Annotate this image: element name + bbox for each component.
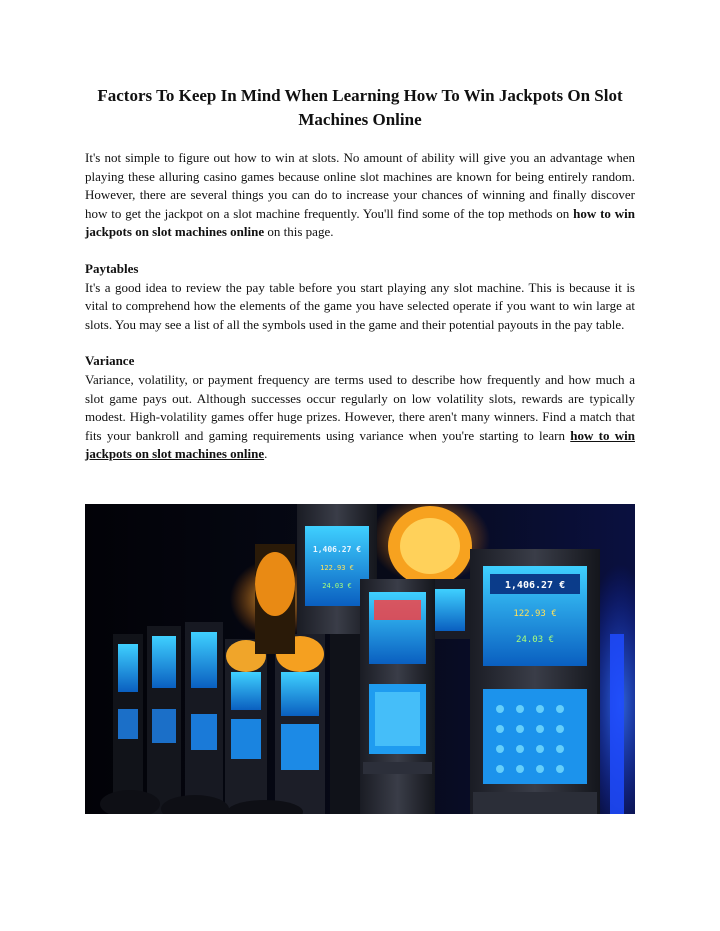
blue-neon-strip xyxy=(610,634,624,814)
intro-bold-phrase: how to win jackpots on slot machines online xyxy=(85,205,635,240)
screen-value-6: 24.03 € xyxy=(516,635,554,645)
document-title: Factors To Keep In Mind When Learning How To Win Jackpots On Slot Machines Online xyxy=(97,86,623,129)
document-page xyxy=(85,84,635,482)
screen-value-5: 122.93 € xyxy=(513,609,557,619)
variance-heading: Variance xyxy=(85,353,135,369)
slot-machines-photo xyxy=(85,504,635,814)
screen-value-1: 1,406.27 € xyxy=(312,545,362,554)
screen-value-3: 24.03 € xyxy=(322,582,352,590)
jackpots-link[interactable]: how to win jackpots on slot machines online xyxy=(85,427,635,462)
variance-text-before: Variance, volatility, or payment frequency are terms used to describe how frequently and how much a slot game pays out. Although successes occur regularly on low volatility slots, rewards are typically modest. High-volatility games offer huge prizes. However, there aren't many winners. Find a match that fits your bankroll and gaming requirements using variance when you're starting to learn xyxy=(85,371,635,443)
intro-paragraph xyxy=(85,149,635,242)
variance-text-after: . xyxy=(264,446,268,462)
screen-value-2: 122.93 € xyxy=(320,564,354,572)
intro-text-before: It's not simple to figure out how to win at slots. No amount of ability will give you an advantage when playing these alluring casino games because online slot machines are known for being entirely random. However, there are several things you can do to increase your chances of winning and finally discover how to get the jackpot on a slot machine frequently. You'll find some of the top methods on xyxy=(85,150,635,221)
intro-text-after: on this page. xyxy=(264,224,334,240)
paytables-heading: Paytables xyxy=(85,260,139,276)
variance-paragraph xyxy=(85,371,635,464)
slot-machines-illustration xyxy=(85,504,635,814)
middle-right-machine xyxy=(360,579,435,814)
paytables-paragraph: It's a good idea to review the pay table before you start playing any slot machine. This is because it is vital to comprehend how the elements of the game you have selected operate if you want to win large at slots. You may see a list of all the symbols used in the game and their potential payouts in the pay table. xyxy=(85,279,635,332)
large-right-machine xyxy=(470,549,600,814)
screen-value-4: 1,406.27 € xyxy=(504,580,566,591)
